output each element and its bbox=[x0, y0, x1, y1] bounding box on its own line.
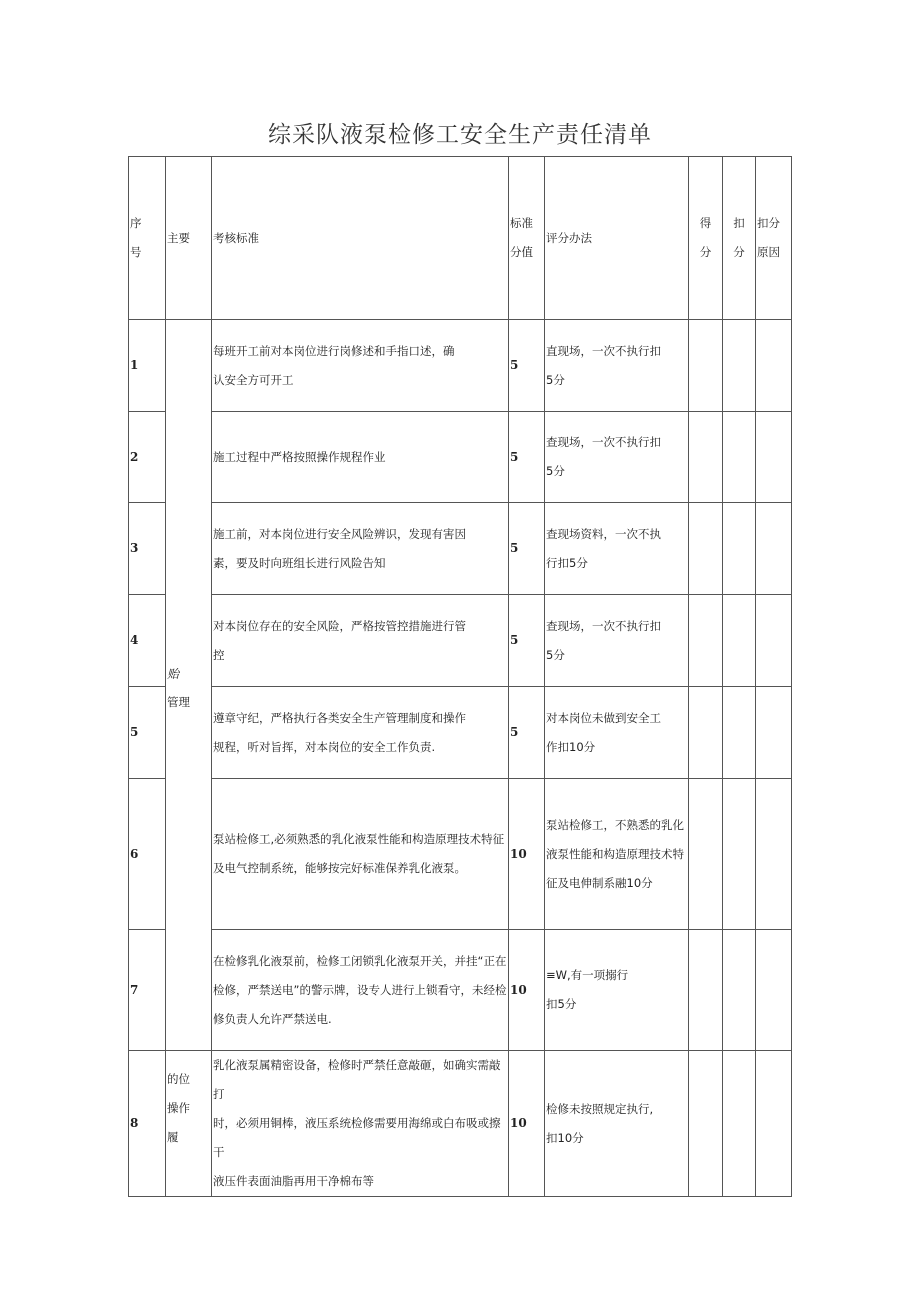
standard-text: 遵章守纪，严格执行各类安全生产管理制度和操作 规程，听对旨挥，对本岗位的安全工作负责. bbox=[212, 687, 509, 779]
header-method: 评分办法 bbox=[545, 157, 689, 320]
method-text: ≡W,有一项搦行 扣5分 bbox=[545, 930, 689, 1051]
standard-text: 施工过程中严格按照操作规程作业 bbox=[212, 412, 509, 503]
row-number: 7 bbox=[129, 930, 166, 1051]
deduct-cell[interactable] bbox=[723, 930, 756, 1051]
header-reason: 扣分 原因 bbox=[756, 157, 792, 320]
score-cell[interactable] bbox=[689, 687, 723, 779]
page-title: 综采队液泵检修工安全生产责任清单 bbox=[268, 122, 652, 148]
table-row bbox=[129, 412, 792, 503]
standard-text: 施工前，对本岗位进行安全风险辨识，发现有害因 素，要及时向班组长进行风险告知 bbox=[212, 503, 509, 595]
header-value: 标准 分值 bbox=[509, 157, 545, 320]
deduct-cell[interactable] bbox=[723, 687, 756, 779]
score-cell[interactable] bbox=[689, 779, 723, 930]
standard-text: 泵站检修工,必须熟悉的乳化液泵性能和构造原理技术特征 及电气控制系统，能够按完好标准保养乳化液泵。 bbox=[212, 779, 509, 930]
standard-value: 10 bbox=[509, 1051, 545, 1197]
standard-value: 5 bbox=[509, 687, 545, 779]
score-cell[interactable] bbox=[689, 930, 723, 1051]
row-number: 6 bbox=[129, 779, 166, 930]
row-number: 4 bbox=[129, 595, 166, 687]
method-text: 查现场，一次不执行扣 5分 bbox=[545, 595, 689, 687]
method-text: 泵站检修工，不熟悉的乳化 液泵性能和构造原理技术特 征及电伸制系融10分 bbox=[545, 779, 689, 930]
standard-text: 对本岗位存在的安全风险，严格按管控措施进行管 控 bbox=[212, 595, 509, 687]
deduct-cell[interactable] bbox=[723, 503, 756, 595]
table-row bbox=[129, 930, 792, 1051]
table-row bbox=[129, 687, 792, 779]
row-number: 1 bbox=[129, 320, 166, 412]
deduct-cell[interactable] bbox=[723, 779, 756, 930]
standard-value: 10 bbox=[509, 930, 545, 1051]
header-score: 得 分 bbox=[689, 157, 723, 320]
standard-text: 乳化液泵属精密设备，检修时严禁任意敲砸，如确实需敲打 时，必须用铜棒，液压系统检修需要用海绵或白布吸或擦干 液压件表面油脂再用干净棉布等 bbox=[212, 1051, 509, 1197]
reason-cell[interactable] bbox=[756, 595, 792, 687]
table-row bbox=[129, 1051, 792, 1197]
category-operation: 的位 操作 履 bbox=[166, 1051, 212, 1197]
row-number: 2 bbox=[129, 412, 166, 503]
responsibility-table bbox=[128, 156, 792, 1197]
score-cell[interactable] bbox=[689, 1051, 723, 1197]
standard-value: 5 bbox=[509, 503, 545, 595]
standard-text: 每班开工前对本岗位进行岗修述和手指口述，确 认安全方可开工 bbox=[212, 320, 509, 412]
standard-text: 在检修乳化液泵前，检修工闭锁乳化液泵开关，并挂“正在 检修，严禁送电”的警示牌，设专人进行上锁看守，未经检 修负责人允许严禁送电. bbox=[212, 930, 509, 1051]
standard-value: 5 bbox=[509, 412, 545, 503]
method-text: 检修未按照规定执行, 扣10分 bbox=[545, 1051, 689, 1197]
table-row bbox=[129, 595, 792, 687]
row-number: 5 bbox=[129, 687, 166, 779]
category-management bbox=[166, 320, 212, 1051]
reason-cell[interactable] bbox=[756, 412, 792, 503]
table-row bbox=[129, 320, 792, 412]
header-deduct: 扣 分 bbox=[723, 157, 756, 320]
header-seq: 序 号 bbox=[129, 157, 166, 320]
reason-cell[interactable] bbox=[756, 930, 792, 1051]
header-standard: 考核标准 bbox=[212, 157, 509, 320]
table-header-row bbox=[129, 157, 792, 320]
method-text: 查现场，一次不执行扣 5分 bbox=[545, 412, 689, 503]
score-cell[interactable] bbox=[689, 320, 723, 412]
category-mark: 贻 bbox=[167, 667, 180, 681]
score-cell[interactable] bbox=[689, 595, 723, 687]
standard-value: 5 bbox=[509, 595, 545, 687]
deduct-cell[interactable] bbox=[723, 595, 756, 687]
method-text: 直现场，一次不执行扣 5分 bbox=[545, 320, 689, 412]
table-row bbox=[129, 779, 792, 930]
deduct-cell[interactable] bbox=[723, 320, 756, 412]
standard-value: 10 bbox=[509, 779, 545, 930]
row-number: 3 bbox=[129, 503, 166, 595]
method-text: 对本岗位未做到安全工 作扣10分 bbox=[545, 687, 689, 779]
category-label: 管理 bbox=[167, 695, 190, 709]
deduct-cell[interactable] bbox=[723, 1051, 756, 1197]
score-cell[interactable] bbox=[689, 412, 723, 503]
reason-cell[interactable] bbox=[756, 503, 792, 595]
reason-cell[interactable] bbox=[756, 779, 792, 930]
reason-cell[interactable] bbox=[756, 1051, 792, 1197]
deduct-cell[interactable] bbox=[723, 412, 756, 503]
score-cell[interactable] bbox=[689, 503, 723, 595]
standard-value: 5 bbox=[509, 320, 545, 412]
row-number: 8 bbox=[129, 1051, 166, 1197]
table-row bbox=[129, 503, 792, 595]
header-main: 主要 bbox=[166, 157, 212, 320]
method-text: 查现场资料，一次不执 行扣5分 bbox=[545, 503, 689, 595]
reason-cell[interactable] bbox=[756, 320, 792, 412]
reason-cell[interactable] bbox=[756, 687, 792, 779]
